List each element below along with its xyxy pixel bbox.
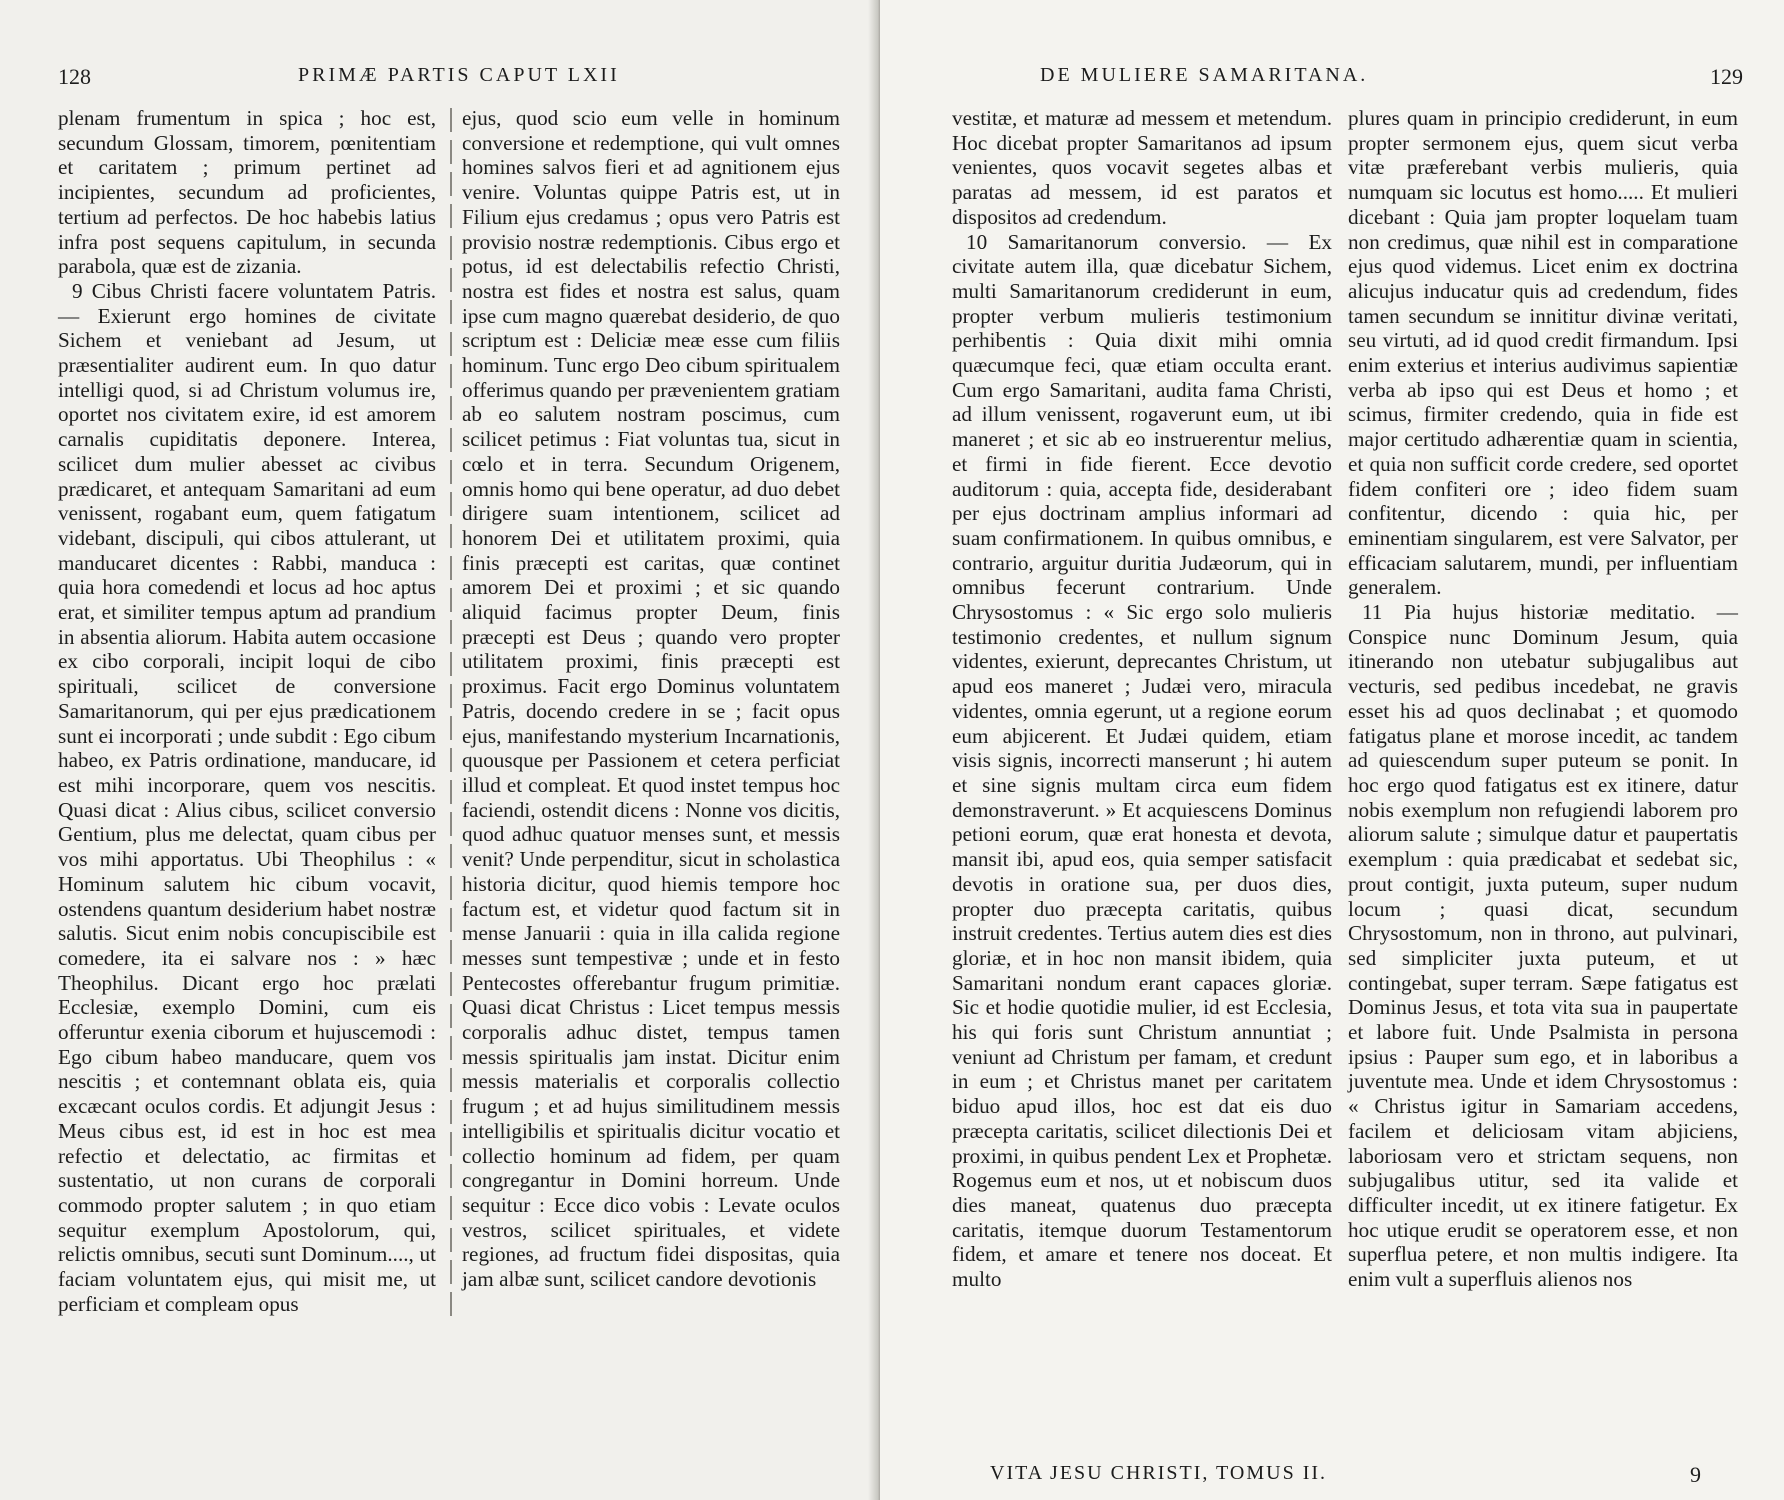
left-running-title: PRIMÆ PARTIS CAPUT LXII <box>298 64 620 86</box>
left-page-number: 128 <box>58 64 91 89</box>
right-column-1 <box>952 106 1332 1292</box>
right-page-header <box>1040 64 1760 100</box>
paragraph: ejus, quod scio eum velle in hominum conversione et redemptione, qui vult omnes homines salvos fieri et ad agnitionem ejus venire. Voluntas quippe Patris est, ut in Filium ejus credamus ; opus vero Patris est provisio nostræ redemptionis. Cibus ergo et potus, id est delectabilis refectio Christi, nostra est fides et nostra est salus, quam ipse cum magno quærebat desiderio, de quo scriptum est : Deliciæ meæ esse cum filiis hominum. Tunc ergo Deo cibum spiritualem offerimus quando per prævenientem gratiam ab eo salutem nostram poscimus, cum scilicet petimus : Fiat voluntas tua, sicut in cœlo et in terra. Secundum Origenem, omnis homo qui bene operatur, ad duo debet dirigere suam intentionem, scilicet ad honorem Dei et utilitatem proximi, quia finis præcepti est caritas, quæ continet amorem Dei et proximi ; et sic quando aliquid facimus propter Deum, finis præcepti est Deus ; quando vero propter utilitatem proximi, finis præcepti est proximus. Facit ergo Dominus voluntatem Patris, docendo credere in se ; facit opus ejus, manifestando mysterium Incarnationis, quousque per Passionem et cetera perficiat illud et compleat. Et quod instet tempus hoc faciendi, ostendit dicens : Nonne vos dicitis, quod adhuc quatuor menses sunt, et messis venit? Unde perpenditur, sicut in scholastica historia dicitur, quod hiemis tempore hoc factum est, et videtur quod factum sit in mense Januarii : quia in illa calida regione messes sunt tempestivæ ; unde et in festo Pentecostes offerebantur frugum primitiæ. Quasi dicat Christus : Licet tempus messis corporalis adhuc distet, tempus tamen messis spiritualis jam instat. Dicitur enim messis materialis et corporalis collectio frugum ; et ad hujus similitudinem messis intelligibilis et spiritualis dicitur vocatio et collectio hominum ad fidem, per quam congregantur in Domini horreum. Unde sequitur : Ecce dico vobis : Levate oculos vestros, scilicet spirituales, et videte regiones, ad fructum fidei dispositas, quia jam albæ sunt, scilicet candore devotionis <box>462 106 840 1292</box>
right-column-2 <box>1348 106 1738 1292</box>
left-page-header <box>58 64 853 100</box>
left-page <box>0 0 880 1500</box>
left-column-1 <box>58 106 436 1316</box>
signature-mark: 9 <box>1690 1462 1703 1487</box>
right-page-number: 129 <box>1710 64 1743 89</box>
right-page-footer <box>990 1462 1730 1485</box>
paragraph: 11 Pia hujus historiæ meditatio. — Conspice nunc Dominum Jesum, quia itinerando non utebatur subjugalibus aut vecturis, sed pedibus incedebat, ne gravis esset his ad quos declinabat ; et quomodo fatigatus plane et morose incedit, ac tandem ad quiescendum super puteum se ponit. In hoc ergo quod fatigatus est ex itinere, datur nobis exemplum non refugiendi laborem pro aliorum salute ; simulque datur et paupertatis exemplum : quia prædicabat et sedebat sic, prout contigit, juxta puteum, super nudum locum ; quasi dicat, secundum Chrysostomum, non in throno, aut pulvinari, sed simpliciter juxta puteum, et ut contingebat, super terram. Sæpe fatigatus est Dominus Jesus, et tota vita sua in paupertate et labore fuit. Unde Psalmista in persona ipsius : Pauper sum ego, et in laboribus a juventute mea. Unde et idem Chrysostomus : « Christus igitur in Samariam accedens, facilem et deliciosam vitam abjiciens, laboriosam vero et strictam sequens, non subjugalibus utitur, sed ita valide et difficulter incedit, ut ex itinere fatigetur. Ex hoc utique erudit se operatorem esse, et non superflua petere, et non multis indigere. Ita enim vult a superfluis alienos nos <box>1348 600 1738 1292</box>
column-rule <box>450 108 452 1323</box>
paragraph: plures quam in principio crediderunt, in eum propter sermonem ejus, quem sicut verba vitæ præferebant verbis mulieris, quia numquam sic locutus est homo..... Et mulieri dicebant : Quia jam propter loquelam tuam non credimus, quæ nihil est in comparatione ejus quod videmus. Licet enim ex doctrina alicujus inducatur quis ad credendum, fides tamen secundum se innititur divinæ veritati, seu virtuti, ad id quod credit firmandum. Ipsi enim exterius et interius audivimus sapientiæ verba ab ipso qui est Deus et homo ; et scimus, firmiter credendo, quia in fide est major certitudo adhærentiæ quam in scientia, et quia non sufficit corde credere, sed oportet fidem confiteri ore ; ideo fidem suam confitentur, dicendo : quia hic, per eminentiam singularem, est vere Salvator, per efficaciam salutarem, mundi, per influentiam generalem. <box>1348 106 1738 600</box>
paragraph: 10 Samaritanorum conversio. — Ex civitate autem illa, quæ dicebatur Sichem, multi Samaritanorum crediderunt in eum, propter verbum mulieris testimonium perhibentis : Quia dixit mihi omnia quæcumque feci, quæ etiam occulta erant. Cum ergo Samaritani, audita fama Christi, ad illum venissent, rogaverunt eum, ut ibi maneret ; et sic ab eo instruerentur melius, et firmi in fide fierent. Ecce devotio auditorum : quia, accepta fide, desiderabant per ejus doctrinam amplius informari ad suam confirmationem. In quibus omnibus, e contrario, arguitur duritia Judæorum, qui in omnibus fecerunt contrarium. Unde Chrysostomus : « Sic ergo solo mulieris testimonio credentes, et nullum signum videntes, exierunt, deprecantes Christum, ut apud eos maneret ; Judæi vero, miracula videntes, omnia egerunt, ut a regione eorum eum abjicerent. Et Judæi quidem, etiam visis signis, incorrecti manserunt ; hi autem et sine signis multam circa eum fidem demonstraverunt. » Et acquiescens Dominus petioni eorum, quæ erat honesta et devota, mansit ibi, apud eos, quia semper satisfacit devotis in oratione sua, per duos dies, propter duo præcepta caritatis, quibus instruit credentes. Tertius autem dies est dies gloriæ, et in hoc non mansit ibidem, quia Samaritani nondum erant capaces gloriæ. Sic et hodie quotidie mulier, id est Ecclesia, his qui foris sunt Christum annuntiat ; veniunt ad Christum per famam, et credunt in eum ; et Christus manet per caritatem biduo apud illos, hoc est dat eis duo præcepta caritatis, scilicet dilectionis Dei et proximi, in quibus pendent Lex et Prophetæ. Rogemus eum et nos, ut et nobiscum duos dies maneat, quatenus duo præcepta caritatis, itemque duorum Testamentorum fidem, et amare et tenere nos doceat. Et multo <box>952 229 1332 1292</box>
paragraph: 9 Cibus Christi facere voluntatem Patris. — Exierunt ergo homines de civitate Sichem et veniebant ad Jesum, ut præsentialiter audirent eum. In quo datur intelligi quod, si ad Christum volumus ire, oportet nos civitatem exire, id est amorem carnalis cupiditatis deponere. Interea, scilicet dum mulier abesset ac civibus prædicaret, et antequam Samaritani ad eum venissent, rogabant eum, quem fatigatum videbant, discipuli, qui cibos attulerant, ut manducaret dicentes : Rabbi, manduca : quia hora comedendi et locus ad hoc aptus erat, et similiter tempus aptum ad prandium in absentia aliorum. Habita autem occasione ex cibo corporali, incipit loqui de cibo spirituali, scilicet de conversione Samaritanorum, qui per ejus prædicationem sunt ei incorporati ; unde subdit : Ego cibum habeo, ex Patris ordinatione, manducare, id est mihi incorporare, quem vos nescitis. Quasi dicat : Alius cibus, scilicet conversio Gentium, plus me delectat, quam cibus per vos mihi apportatus. Ubi Theophilus : « Hominum salutem hic cibum vocavit, ostendens quantum desiderium habet nostræ salutis. Sicut enim nobis concupiscibile est comedere, ita ei salvare nos : » hæc Theophilus. Dicant ergo hoc prælati Ecclesiæ, exemplo Domini, cum eis offeruntur exenia ciborum et hujuscemodi : Ego cibum habeo manducare, quem vos nescitis ; et contemnant oblata eis, quia excæcant oculos cordis. Et adjungit Jesus : Meus cibus est, id est in hoc est mea refectio et delectatio, ac firmitas et sustentatio, ut non curans de corporali commodo propter salutem ; in quo etiam sequitur exemplum Apostolorum, qui, relictis omnibus, secuti sunt Dominum...., ut faciam voluntatem ejus, qui misit me, ut perficiam et compleam opus <box>58 278 436 1316</box>
right-page <box>880 0 1784 1500</box>
left-column-2 <box>462 106 840 1292</box>
footer-title: VITA JESU CHRISTI, TOMUS II. <box>990 1462 1328 1484</box>
paragraph: vestitæ, et maturæ ad messem et metendum. Hoc dicebat propter Samaritanos ad ipsum venientes, quos vocavit segetes albas et paratas ad messem, id est paratos et dispositos ad credendum. <box>952 106 1332 229</box>
right-running-title: DE MULIERE SAMARITANA. <box>1040 64 1369 86</box>
paragraph: plenam frumentum in spica ; hoc est, secundum Glossam, timorem, pœnitentiam et caritatem ; primum pertinet ad incipientes, secundum ad proficientes, tertium ad perfectos. De hoc habebis latius infra post sequens capitulum, in secunda parabola, quæ est de zizania. <box>58 106 436 279</box>
